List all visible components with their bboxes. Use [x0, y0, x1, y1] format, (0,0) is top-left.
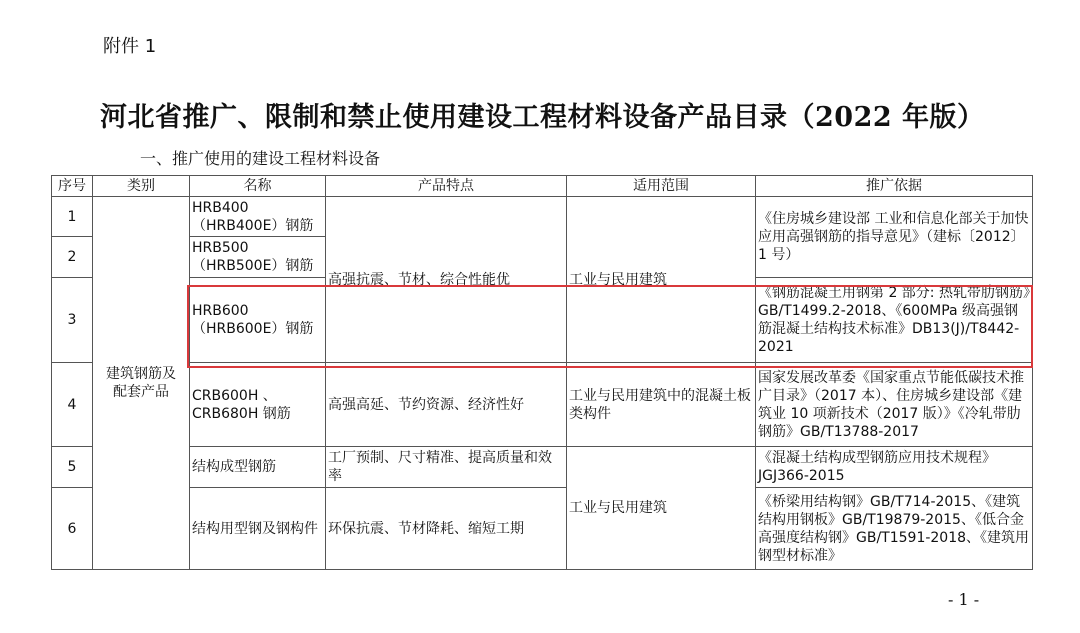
header-category: 类别 [93, 176, 190, 197]
product-scope: 工业与民用建筑中的混凝土板类构件 [567, 363, 756, 447]
promotion-basis: 国家发展改革委《国家重点节能低碳技术推广目录》（2017 本）、住房城乡建设部《建筑业 10 项新技术（2017 版）》《冷轧带肋钢筋》GB/T13788-2017 [756, 363, 1033, 447]
product-scope: 工业与民用建筑 [567, 447, 756, 570]
product-scope: 工业与民用建筑 [567, 197, 756, 363]
section-title: 一、推广使用的建设工程材料设备 [140, 149, 381, 168]
promotion-basis: 《混凝土结构成型钢筋应用技术规程》JGJ366-2015 [756, 447, 1033, 488]
product-name: HRB600 （HRB600E）钢筋 [190, 278, 326, 363]
page-number: - 1 - [948, 590, 980, 609]
table-row [52, 488, 1033, 570]
attachment-label: 附件 1 [103, 36, 157, 57]
table-row [52, 197, 1033, 237]
row-no: 5 [52, 447, 93, 488]
row-no: 1 [52, 197, 93, 237]
row-no: 4 [52, 363, 93, 447]
header-name: 名称 [190, 176, 326, 197]
table-header-row [52, 176, 1033, 197]
product-feature: 高强抗震、节材、综合性能优 [326, 197, 567, 363]
category-cell: 建筑钢筋及配套产品 [93, 197, 190, 570]
product-feature: 高强高延、节约资源、经济性好 [326, 363, 567, 447]
product-catalog-table [51, 175, 1033, 570]
product-name: 结构成型钢筋 [190, 447, 326, 488]
table-row [52, 363, 1033, 447]
page-title: 河北省推广、限制和禁止使用建设工程材料设备产品目录（2022 年版） [100, 102, 985, 133]
header-scope: 适用范围 [567, 176, 756, 197]
product-name: CRB600H 、CRB680H 钢筋 [190, 363, 326, 447]
product-name: HRB500 （HRB500E）钢筋 [190, 237, 326, 278]
promotion-basis: 《住房城乡建设部 工业和信息化部关于加快应用高强钢筋的指导意见》（建标〔2012〕1 号） [756, 197, 1033, 278]
promotion-basis: 《钢筋混凝土用钢第 2 部分: 热轧带肋钢筋》GB/T1499.2-2018、《600MPa 级高强钢筋混凝土结构技术标准》DB13(J)/T8442-2021 [756, 278, 1033, 363]
row-no: 3 [52, 278, 93, 363]
table-row [52, 447, 1033, 488]
product-name: 结构用型钢及钢构件 [190, 488, 326, 570]
row-no: 2 [52, 237, 93, 278]
header-no: 序号 [52, 176, 93, 197]
row-no: 6 [52, 488, 93, 570]
product-feature: 环保抗震、节材降耗、缩短工期 [326, 488, 567, 570]
product-name: HRB400 （HRB400E）钢筋 [190, 197, 326, 237]
promotion-basis: 《桥梁用结构钢》GB/T714-2015、《建筑结构用钢板》GB/T19879-2015、《低合金高强度结构钢》GB/T1591-2018、《建筑用钢型材标准》 [756, 488, 1033, 570]
header-basis: 推广依据 [756, 176, 1033, 197]
header-feature: 产品特点 [326, 176, 567, 197]
product-feature: 工厂预制、尺寸精准、提高质量和效率 [326, 447, 567, 488]
